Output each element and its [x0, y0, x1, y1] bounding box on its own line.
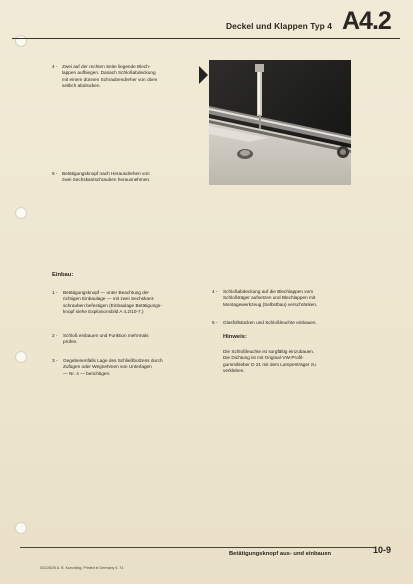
einbau-1-number: 1 - — [52, 290, 58, 295]
einbau-5-text: Glasfüllstücken und Schloßleuchte einbauen. — [223, 320, 317, 325]
print-note: 031/28/25 A. B. Kuechling, Printed in Germany 6. 74 — [40, 566, 124, 570]
einbau-4-number: 4 - — [212, 289, 218, 294]
punch-hole-upper — [15, 207, 27, 219]
einbau-2-text: Schloß einbauen und Funktion mehrmals prüfen. — [63, 333, 149, 345]
punch-hole-top — [15, 35, 27, 47]
einbau-4-text: Schloßabdeckung auf die Blechlappen vom Schloßträger aufsetzen und Blechlappen mit Montagewerkzeug (Selbstbau) verschränken. — [223, 289, 318, 307]
page-number: 10-9 — [373, 545, 392, 555]
step-4-number: 4 - — [52, 64, 58, 69]
trunk-lock-photo — [209, 60, 351, 185]
step-5-number: 5 - — [52, 171, 58, 176]
hinweis-text: Die Schloßleuchte ist sorgfältig einzubauen. Die Dichtung ist mit Original-VW-Profil- gummikleber D 21 mit dem Lampenträger zu verkleben. — [223, 349, 316, 374]
einbau-3-number: 3 - — [52, 358, 58, 363]
punch-hole-lower — [15, 351, 27, 363]
einbau-3-text: Gegebenenfalls Lage des Schließbolzens durch Zufügen oder Wegnehmen von Unterlagen — Nr. 4 — berichtigen. — [63, 358, 163, 376]
header-rule — [12, 38, 400, 39]
footer-title: Betätigungsknopf aus- und einbauen — [229, 551, 332, 557]
step-4-text: Zwei auf der rechten Seite liegende Blech- lappen aufbiegen. Danach Schloßabdeckung mit einem dünnen Schraubendreher von oben seitlich abdrücken. — [62, 64, 158, 89]
trunk-lock-photo-image — [209, 60, 351, 185]
section-title: Deckel und Klappen Typ 4 — [226, 21, 333, 31]
punch-hole-bottom — [15, 522, 27, 534]
hinweis-heading: Hinweis: — [223, 334, 247, 340]
section-code: A4.2 — [342, 7, 391, 35]
einbau-heading: Einbau: — [52, 272, 74, 278]
einbau-1-text: Betätigungsknopf — unter Beachtung der richtigen Einbaulage — mit zwei Sechskant- schrauben befestigen (Einbaulage Betätigungs- knopf siehe Explosionsbild A 4.2/10-7.) — [63, 290, 162, 315]
einbau-5-number: 5 - — [212, 320, 218, 325]
step-5-text: Betätigungsknopf nach Herausdrehen von zwei Sechskantschrauben herausnehmen. — [62, 171, 151, 183]
photo-pointer-arrow — [199, 66, 208, 84]
einbau-2-number: 2 - — [52, 333, 58, 338]
footer-rule — [20, 547, 374, 548]
